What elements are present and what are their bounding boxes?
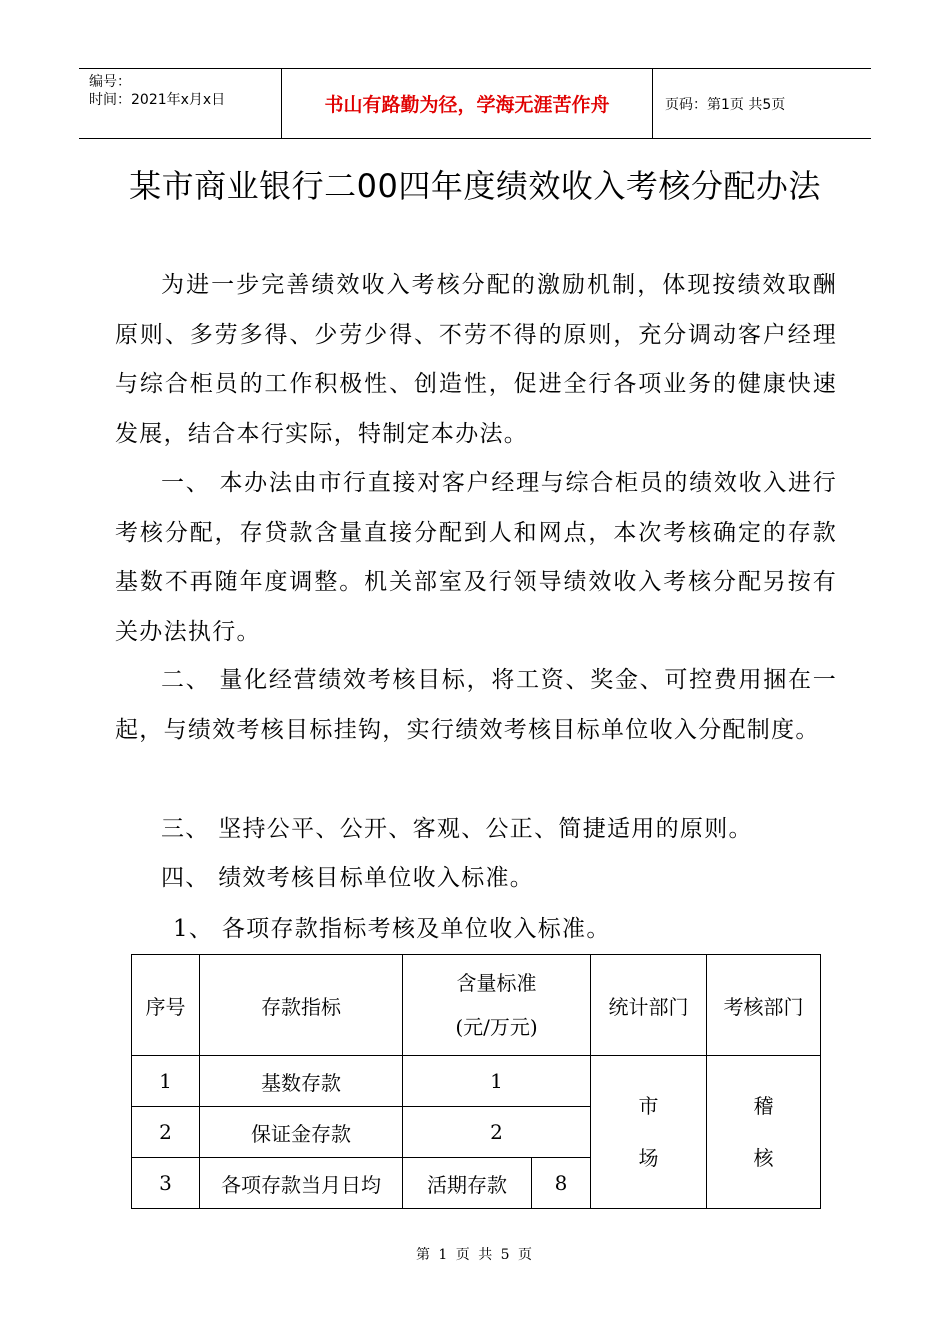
row-1-seq: 1 (132, 1056, 200, 1107)
header-seq: 序号 (132, 955, 200, 1056)
deposit-indicator-table (131, 954, 821, 1209)
paragraph-section-1: 一、 本办法由市行直接对客户经理与综合柜员的绩效收入进行考核分配，存贷款含量直接分配到人和网点，本次考核确定的存款基数不再随年度调整。机关部室及行领导绩效收入考核分配另按有关办法执行。 (115, 470, 837, 645)
time-label: 时间：2021年x月x日 (89, 92, 226, 108)
paragraph-subsection-1: 1、 各项存款指标考核及单位收入标准。 (173, 916, 611, 942)
stat-dept-char-1: 市 (638, 1094, 659, 1118)
page-footer: 第 1 页 共 5 页 (415, 1247, 535, 1263)
header-standard-line2: (元/万元) (455, 1015, 538, 1039)
row-3-standard: 8 (532, 1158, 591, 1209)
audit-dept-char-2: 核 (753, 1146, 774, 1170)
table-row (132, 1056, 821, 1107)
paragraph-section-2: 二、 量化经营绩效考核目标，将工资、奖金、可控费用捆在一起，与绩效考核目标挂钩，实行绩效考核目标单位收入分配制度。 (115, 667, 837, 743)
document-title: 某市商业银行二00四年度绩效收入考核分配办法 (129, 167, 821, 205)
header-page-label: 页码：第1页 共5页 (665, 96, 786, 113)
paragraph-section-4: 四、 绩效考核目标单位收入标准。 (161, 865, 535, 891)
stat-dept-cell (591, 1056, 707, 1209)
row-3-indicator: 各项存款当月日均 (200, 1158, 403, 1209)
header-motto: 书山有路勤为径，学海无涯苦作舟 (282, 69, 653, 138)
table-header-row (132, 955, 821, 1056)
row-2-indicator: 保证金存款 (200, 1107, 403, 1158)
header-standard (403, 955, 591, 1056)
row-3-sub-type: 活期存款 (403, 1158, 532, 1209)
row-2-seq: 2 (132, 1107, 200, 1158)
row-1-indicator: 基数存款 (200, 1056, 403, 1107)
header-standard-line1: 含量标准 (456, 971, 537, 995)
row-1-standard: 1 (403, 1056, 591, 1107)
stat-dept-char-2: 场 (638, 1146, 659, 1170)
document-header (79, 68, 871, 139)
row-3-seq: 3 (132, 1158, 200, 1209)
header-audit-dept: 考核部门 (707, 955, 821, 1056)
header-stat-dept: 统计部门 (591, 955, 707, 1056)
paragraph-intro: 为进一步完善绩效收入考核分配的激励机制，体现按绩效取酬原则、多劳多得、少劳少得、不劳不得的原则，充分调动客户经理与综合柜员的工作积极性、创造性，促进全行各项业务的健康快速发展，结合本行实际，特制定本办法。 (115, 272, 837, 447)
row-2-standard: 2 (403, 1107, 591, 1158)
header-meta (79, 69, 282, 138)
paragraph-section-3: 三、 坚持公平、公开、客观、公正、简捷适用的原则。 (161, 816, 753, 842)
audit-dept-cell (707, 1056, 821, 1209)
code-label: 编号： (89, 74, 131, 90)
audit-dept-char-1: 稽 (753, 1094, 774, 1118)
header-indicator: 存款指标 (200, 955, 403, 1056)
